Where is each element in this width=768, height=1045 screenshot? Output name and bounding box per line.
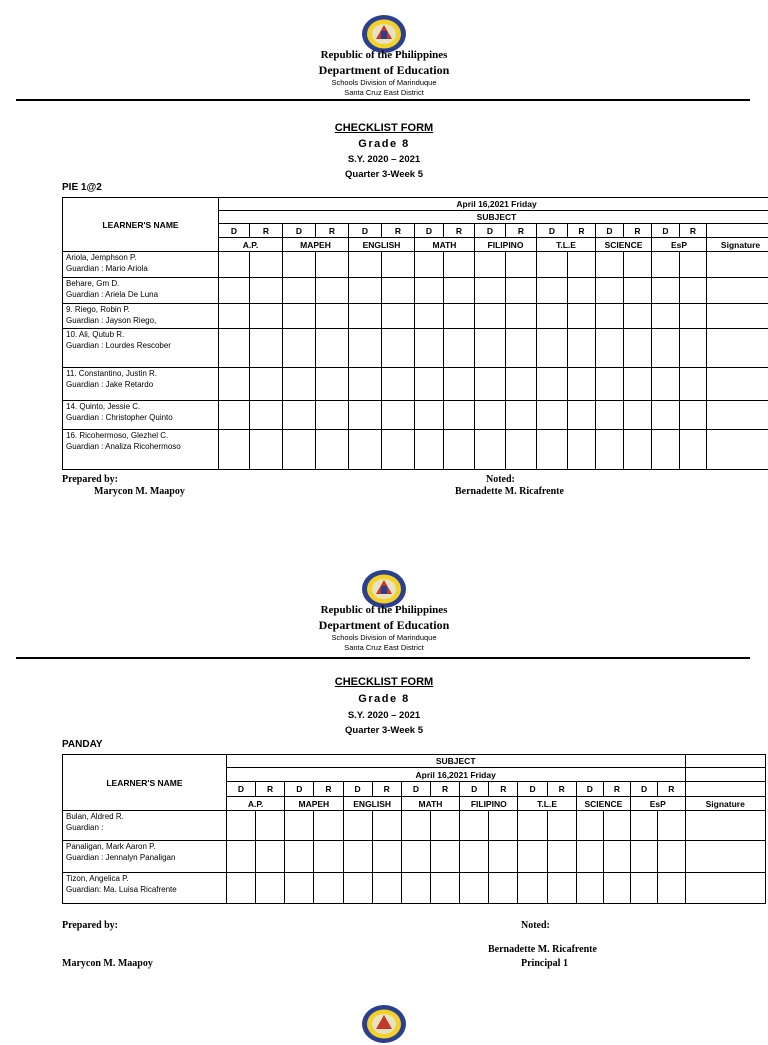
department-heading: Department of Education xyxy=(0,63,768,78)
check-cell[interactable] xyxy=(250,430,283,470)
table-row xyxy=(63,304,768,329)
check-cell[interactable] xyxy=(624,329,652,368)
check-cell[interactable] xyxy=(624,278,652,304)
check-cell[interactable] xyxy=(576,811,603,841)
check-cell[interactable] xyxy=(603,841,630,873)
check-cell[interactable] xyxy=(547,841,576,873)
check-cell[interactable] xyxy=(537,368,568,401)
table-row xyxy=(63,811,766,841)
check-cell[interactable] xyxy=(343,811,372,841)
d-header: D xyxy=(285,782,314,797)
learner-cell xyxy=(63,278,219,304)
d-header: D xyxy=(518,782,547,797)
check-cell[interactable] xyxy=(382,430,415,470)
learner-name: Panaligan, Mark Aaron P. xyxy=(66,841,226,852)
check-cell[interactable] xyxy=(349,252,382,278)
check-cell[interactable] xyxy=(658,873,685,904)
check-cell[interactable] xyxy=(415,401,444,430)
learner-cell xyxy=(63,811,227,841)
d-header: D xyxy=(475,224,506,238)
check-cell[interactable] xyxy=(652,304,680,329)
check-cell[interactable] xyxy=(489,841,518,873)
table-row xyxy=(63,278,768,304)
r-header: R xyxy=(547,782,576,797)
check-cell[interactable] xyxy=(576,841,603,873)
check-cell[interactable] xyxy=(631,811,658,841)
r-header: R xyxy=(603,782,630,797)
check-cell[interactable] xyxy=(285,841,314,873)
signature-cell[interactable] xyxy=(685,841,766,873)
check-cell[interactable] xyxy=(219,401,250,430)
d-header: D xyxy=(576,782,603,797)
learner-cell xyxy=(63,841,227,873)
check-cell[interactable] xyxy=(283,329,316,368)
check-cell[interactable] xyxy=(285,811,314,841)
check-cell[interactable] xyxy=(568,252,596,278)
check-cell[interactable] xyxy=(372,811,401,841)
check-cell[interactable] xyxy=(460,841,489,873)
form-title: CHECKLIST FORM xyxy=(0,676,768,688)
check-cell[interactable] xyxy=(349,368,382,401)
check-cell[interactable] xyxy=(256,811,285,841)
check-cell[interactable] xyxy=(680,368,707,401)
check-cell[interactable] xyxy=(444,368,475,401)
check-cell[interactable] xyxy=(624,368,652,401)
check-cell[interactable] xyxy=(475,430,506,470)
subject-esp: EsP xyxy=(631,797,685,811)
learner-cell xyxy=(63,329,219,368)
check-cell[interactable] xyxy=(568,278,596,304)
signature-cell[interactable] xyxy=(685,811,766,841)
subject-filipino: FILIPINO xyxy=(475,238,537,252)
subject-mapeh: MAPEH xyxy=(285,797,343,811)
check-cell[interactable] xyxy=(316,278,349,304)
check-cell[interactable] xyxy=(652,368,680,401)
check-cell[interactable] xyxy=(658,841,685,873)
r-header: R xyxy=(250,224,283,238)
r-header: R xyxy=(316,224,349,238)
check-cell[interactable] xyxy=(518,841,547,873)
check-cell[interactable] xyxy=(283,252,316,278)
check-cell[interactable] xyxy=(415,252,444,278)
check-cell[interactable] xyxy=(624,304,652,329)
learner-name: 9. Riego, Robin P. xyxy=(66,304,218,315)
check-cell[interactable] xyxy=(401,841,430,873)
d-header: D xyxy=(349,224,382,238)
check-cell[interactable] xyxy=(382,304,415,329)
check-cell[interactable] xyxy=(349,430,382,470)
check-cell[interactable] xyxy=(430,841,459,873)
check-cell[interactable] xyxy=(506,329,537,368)
check-cell[interactable] xyxy=(537,329,568,368)
check-cell[interactable] xyxy=(518,811,547,841)
check-cell[interactable] xyxy=(506,304,537,329)
check-cell[interactable] xyxy=(568,368,596,401)
table-row xyxy=(63,368,768,401)
d-header: D xyxy=(415,224,444,238)
prepared-by-name: Marycon M. Maapoy xyxy=(94,486,185,497)
check-cell[interactable] xyxy=(475,304,506,329)
check-cell[interactable] xyxy=(537,278,568,304)
subject-english: ENGLISH xyxy=(349,238,415,252)
check-cell[interactable] xyxy=(372,873,401,904)
check-cell[interactable] xyxy=(489,873,518,904)
r-header: R xyxy=(444,224,475,238)
department-heading: Department of Education xyxy=(0,618,768,633)
check-cell[interactable] xyxy=(219,304,250,329)
signature-header: Signature xyxy=(685,797,766,811)
r-header: R xyxy=(658,782,685,797)
noted-label: Noted: xyxy=(486,474,515,485)
date-header: April 16,2021 Friday xyxy=(219,198,768,211)
guardian-name: Guardian : xyxy=(66,822,226,833)
check-cell[interactable] xyxy=(652,430,680,470)
check-cell[interactable] xyxy=(250,401,283,430)
check-cell[interactable] xyxy=(283,278,316,304)
noted-title: Principal 1 xyxy=(521,958,568,969)
r-header: R xyxy=(372,782,401,797)
check-cell[interactable] xyxy=(537,252,568,278)
republic-heading: Republic of the Philippines xyxy=(0,604,768,616)
check-cell[interactable] xyxy=(680,329,707,368)
check-cell[interactable] xyxy=(680,430,707,470)
check-cell[interactable] xyxy=(624,252,652,278)
signature-cell[interactable] xyxy=(707,368,768,401)
check-cell[interactable] xyxy=(343,873,372,904)
check-cell[interactable] xyxy=(537,401,568,430)
check-cell[interactable] xyxy=(506,252,537,278)
guardian-name: Guardian : Mario Ariola xyxy=(66,263,218,274)
check-cell[interactable] xyxy=(316,304,349,329)
subject-english: ENGLISH xyxy=(343,797,401,811)
learner-name: Tizon, Angelica P. xyxy=(66,873,226,884)
check-cell[interactable] xyxy=(603,811,630,841)
check-cell[interactable] xyxy=(349,278,382,304)
check-cell[interactable] xyxy=(475,401,506,430)
check-cell[interactable] xyxy=(415,368,444,401)
check-cell[interactable] xyxy=(283,304,316,329)
subject-filipino: FILIPINO xyxy=(460,797,518,811)
learner-name: 14. Quinto, Jessie C. xyxy=(66,401,218,412)
check-cell[interactable] xyxy=(343,841,372,873)
check-cell[interactable] xyxy=(316,329,349,368)
check-cell[interactable] xyxy=(631,873,658,904)
check-cell[interactable] xyxy=(226,811,255,841)
learner-cell xyxy=(63,304,219,329)
learner-name-header: LEARNER'S NAME xyxy=(63,198,219,252)
check-cell[interactable] xyxy=(460,811,489,841)
signature-cell[interactable] xyxy=(707,278,768,304)
check-cell[interactable] xyxy=(547,873,576,904)
check-cell[interactable] xyxy=(316,430,349,470)
division-text: Schools Division of Marinduque xyxy=(0,633,768,642)
check-cell[interactable] xyxy=(596,278,624,304)
signature-cell[interactable] xyxy=(707,401,768,430)
guardian-name: Guardian: Ma. Luisa Ricafrente xyxy=(66,884,226,895)
check-cell[interactable] xyxy=(430,873,459,904)
check-cell[interactable] xyxy=(680,278,707,304)
learner-name: 16. Ricohermoso, Glezhel C. xyxy=(66,430,218,441)
check-cell[interactable] xyxy=(568,430,596,470)
check-cell[interactable] xyxy=(603,873,630,904)
noted-label: Noted: xyxy=(521,920,550,931)
check-cell[interactable] xyxy=(624,430,652,470)
check-cell[interactable] xyxy=(250,252,283,278)
check-cell[interactable] xyxy=(316,368,349,401)
check-cell[interactable] xyxy=(596,401,624,430)
prepared-by-label: Prepared by: xyxy=(62,920,118,931)
check-cell[interactable] xyxy=(415,430,444,470)
header-divider xyxy=(16,657,750,659)
learner-name-header: LEARNER'S NAME xyxy=(63,755,227,811)
r-header: R xyxy=(568,224,596,238)
check-cell[interactable] xyxy=(382,252,415,278)
check-cell[interactable] xyxy=(444,329,475,368)
check-cell[interactable] xyxy=(349,304,382,329)
check-cell[interactable] xyxy=(219,278,250,304)
check-cell[interactable] xyxy=(652,401,680,430)
check-cell[interactable] xyxy=(475,329,506,368)
subject-esp: EsP xyxy=(652,238,707,252)
d-header: D xyxy=(460,782,489,797)
table-row xyxy=(63,841,766,873)
d-header: D xyxy=(401,782,430,797)
check-cell[interactable] xyxy=(489,811,518,841)
check-cell[interactable] xyxy=(631,841,658,873)
guardian-name: Guardian : Christopher Quinto xyxy=(66,412,218,423)
deped-seal-icon xyxy=(360,1003,408,1045)
form-school-year: S.Y. 2020 – 2021 xyxy=(0,154,768,165)
form-school-year: S.Y. 2020 – 2021 xyxy=(0,710,768,721)
subject-ap: A.P. xyxy=(226,797,284,811)
learner-name: Behare, Gm D. xyxy=(66,278,218,289)
d-header: D xyxy=(596,224,624,238)
header-divider xyxy=(16,99,750,101)
learner-cell xyxy=(63,401,219,430)
check-cell[interactable] xyxy=(415,329,444,368)
check-cell[interactable] xyxy=(349,401,382,430)
check-cell[interactable] xyxy=(444,252,475,278)
signature-header: Signature xyxy=(707,238,768,252)
check-cell[interactable] xyxy=(506,430,537,470)
checklist-table xyxy=(62,197,768,470)
check-cell[interactable] xyxy=(652,252,680,278)
guardian-name: Guardian : Ariela De Luna xyxy=(66,289,218,300)
subject-mapeh: MAPEH xyxy=(283,238,349,252)
check-cell[interactable] xyxy=(430,811,459,841)
subject-math: MATH xyxy=(401,797,459,811)
republic-heading: Republic of the Philippines xyxy=(0,49,768,61)
guardian-name: Guardian : Jake Retardo xyxy=(66,379,218,390)
learner-name: 10. Ali, Qutub R. xyxy=(66,329,218,340)
check-cell[interactable] xyxy=(219,368,250,401)
check-cell[interactable] xyxy=(372,841,401,873)
check-cell[interactable] xyxy=(314,841,343,873)
check-cell[interactable] xyxy=(283,368,316,401)
check-cell[interactable] xyxy=(518,873,547,904)
learner-cell xyxy=(63,368,219,401)
check-cell[interactable] xyxy=(382,329,415,368)
check-cell[interactable] xyxy=(652,329,680,368)
check-cell[interactable] xyxy=(568,329,596,368)
check-cell[interactable] xyxy=(250,278,283,304)
check-cell[interactable] xyxy=(444,278,475,304)
check-cell[interactable] xyxy=(680,304,707,329)
check-cell[interactable] xyxy=(219,430,250,470)
d-header: D xyxy=(537,224,568,238)
r-header: R xyxy=(314,782,343,797)
check-cell[interactable] xyxy=(256,841,285,873)
check-cell[interactable] xyxy=(460,873,489,904)
check-cell[interactable] xyxy=(283,401,316,430)
section-label: PANDAY xyxy=(62,739,103,750)
signature-cell[interactable] xyxy=(707,329,768,368)
check-cell[interactable] xyxy=(506,278,537,304)
date-header: April 16,2021 Friday xyxy=(226,768,685,782)
check-cell[interactable] xyxy=(596,368,624,401)
check-cell[interactable] xyxy=(226,873,255,904)
check-cell[interactable] xyxy=(316,401,349,430)
check-cell[interactable] xyxy=(250,304,283,329)
check-cell[interactable] xyxy=(349,329,382,368)
check-cell[interactable] xyxy=(568,401,596,430)
district-text: Santa Cruz East District xyxy=(0,643,768,652)
check-cell[interactable] xyxy=(596,252,624,278)
check-cell[interactable] xyxy=(475,278,506,304)
check-cell[interactable] xyxy=(475,368,506,401)
check-cell[interactable] xyxy=(680,401,707,430)
r-header: R xyxy=(382,224,415,238)
r-header: R xyxy=(680,224,707,238)
check-cell[interactable] xyxy=(283,430,316,470)
check-cell[interactable] xyxy=(658,811,685,841)
check-cell[interactable] xyxy=(444,304,475,329)
signature-cell[interactable] xyxy=(707,430,768,470)
check-cell[interactable] xyxy=(444,430,475,470)
form-quarter: Quarter 3-Week 5 xyxy=(0,169,768,180)
check-cell[interactable] xyxy=(568,304,596,329)
table-row xyxy=(63,430,768,470)
signature-cell[interactable] xyxy=(707,252,768,278)
signature-cell[interactable] xyxy=(685,873,766,904)
check-cell[interactable] xyxy=(537,430,568,470)
check-cell[interactable] xyxy=(506,401,537,430)
table-row xyxy=(63,252,768,278)
table-row xyxy=(63,873,766,904)
form-grade: Grade 8 xyxy=(0,693,768,705)
subject-header: SUBJECT xyxy=(226,755,685,768)
check-cell[interactable] xyxy=(596,430,624,470)
subject-science: SCIENCE xyxy=(596,238,652,252)
form-title: CHECKLIST FORM xyxy=(0,122,768,134)
check-cell[interactable] xyxy=(219,252,250,278)
learner-cell xyxy=(63,873,227,904)
check-cell[interactable] xyxy=(576,873,603,904)
form-grade: Grade 8 xyxy=(0,138,768,150)
prepared-by-label: Prepared by: xyxy=(62,474,118,485)
d-header: D xyxy=(343,782,372,797)
r-header: R xyxy=(624,224,652,238)
check-cell[interactable] xyxy=(624,401,652,430)
division-text: Schools Division of Marinduque xyxy=(0,78,768,87)
learner-name: Ariola, Jemphson P. xyxy=(66,252,218,263)
check-cell[interactable] xyxy=(382,278,415,304)
d-header: D xyxy=(226,782,255,797)
learner-cell xyxy=(63,430,219,470)
check-cell[interactable] xyxy=(444,401,475,430)
learner-cell xyxy=(63,252,219,278)
guardian-name: Guardian : Lourdes Rescober xyxy=(66,340,218,351)
subject-ap: A.P. xyxy=(219,238,283,252)
learner-name: Bulan, Aldred R. xyxy=(66,811,226,822)
guardian-name: Guardian : Jayson Riego, xyxy=(66,315,218,326)
d-header: D xyxy=(283,224,316,238)
check-cell[interactable] xyxy=(250,329,283,368)
check-cell[interactable] xyxy=(475,252,506,278)
subject-science: SCIENCE xyxy=(576,797,630,811)
form-quarter: Quarter 3-Week 5 xyxy=(0,725,768,736)
check-cell[interactable] xyxy=(382,368,415,401)
d-header: D xyxy=(652,224,680,238)
check-cell[interactable] xyxy=(382,401,415,430)
subject-header: SUBJECT xyxy=(219,211,768,224)
r-header: R xyxy=(489,782,518,797)
section-label: PIE 1@2 xyxy=(62,182,102,193)
check-cell[interactable] xyxy=(652,278,680,304)
r-header: R xyxy=(430,782,459,797)
check-cell[interactable] xyxy=(547,811,576,841)
noted-name: Bernadette M. Ricafrente xyxy=(455,486,564,497)
check-cell[interactable] xyxy=(596,304,624,329)
checklist-table xyxy=(62,754,766,904)
check-cell[interactable] xyxy=(314,811,343,841)
table-row xyxy=(63,401,768,430)
check-cell[interactable] xyxy=(401,873,430,904)
d-header: D xyxy=(631,782,658,797)
table-row xyxy=(63,329,768,368)
check-cell[interactable] xyxy=(537,304,568,329)
noted-name: Bernadette M. Ricafrente xyxy=(488,944,597,955)
prepared-by-name: Marycon M. Maapoy xyxy=(62,958,153,969)
check-cell[interactable] xyxy=(314,873,343,904)
subject-tle: T.L.E xyxy=(537,238,596,252)
check-cell[interactable] xyxy=(680,252,707,278)
r-header: R xyxy=(256,782,285,797)
subject-tle: T.L.E xyxy=(518,797,576,811)
check-cell[interactable] xyxy=(256,873,285,904)
signature-cell[interactable] xyxy=(707,304,768,329)
check-cell[interactable] xyxy=(415,278,444,304)
check-cell[interactable] xyxy=(285,873,314,904)
guardian-name: Guardian : Jennalyn Panaligan xyxy=(66,852,226,863)
subject-math: MATH xyxy=(415,238,475,252)
r-header: R xyxy=(506,224,537,238)
check-cell[interactable] xyxy=(596,329,624,368)
district-text: Santa Cruz East District xyxy=(0,88,768,97)
check-cell[interactable] xyxy=(316,252,349,278)
check-cell[interactable] xyxy=(250,368,283,401)
d-header: D xyxy=(219,224,250,238)
guardian-name: Guardian : Analiza Ricohermoso xyxy=(66,441,218,452)
check-cell[interactable] xyxy=(226,841,255,873)
check-cell[interactable] xyxy=(415,304,444,329)
check-cell[interactable] xyxy=(401,811,430,841)
check-cell[interactable] xyxy=(506,368,537,401)
check-cell[interactable] xyxy=(219,329,250,368)
learner-name: 11. Constantino, Justin R. xyxy=(66,368,218,379)
